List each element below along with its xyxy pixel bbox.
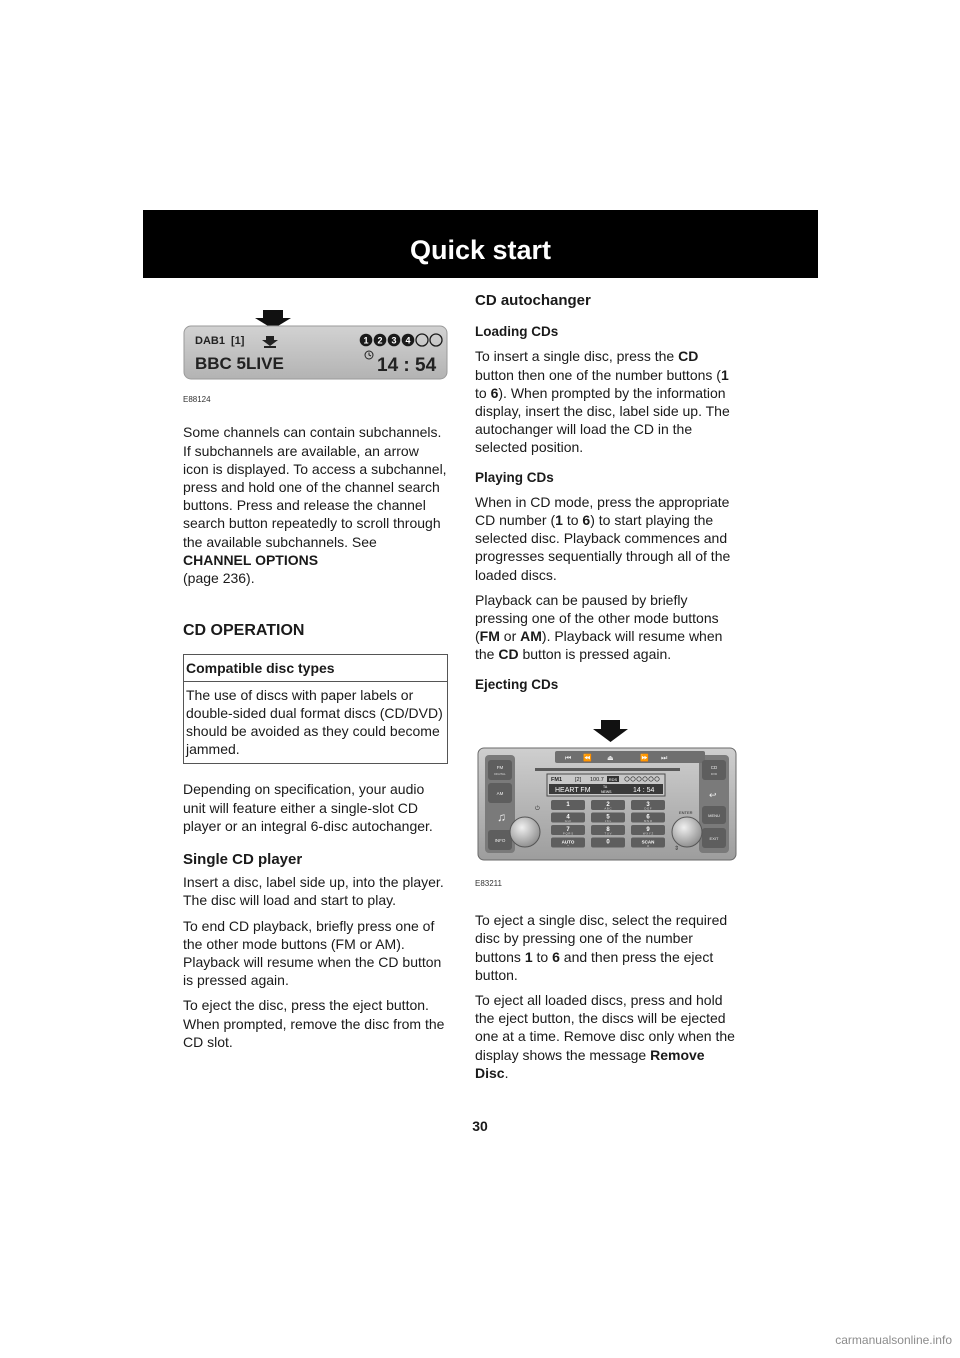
subchannel-paragraph xyxy=(183,423,448,587)
eject-arrow-pointer-icon xyxy=(593,720,628,742)
single-cd-paragraph-2: To end CD playback, briefly press one of the other mode buttons (FM or AM). Playback will resume when the CD button is pressed again. xyxy=(183,917,442,989)
disc-2-label: 2 xyxy=(377,335,383,346)
page-reference: (page 236). xyxy=(183,570,255,587)
playing-cds-paragraph-2: Playback can be paused by briefly pressing one of the other mode buttons (FM or AM). Playback will resume when the CD button is pressed again. xyxy=(475,591,723,663)
skip-forward-icon: ⏭ xyxy=(661,754,668,762)
audio-unit-paragraph: Depending on specification, your audio unit will feature either a single-slot CD player or an integral 6-disc autochanger. xyxy=(183,781,433,834)
keypad-label: 3 xyxy=(646,801,650,808)
page-title: Quick start xyxy=(409,235,552,265)
keypad-sublabel: G H I xyxy=(564,818,572,823)
keypad-label: 4 xyxy=(566,814,570,821)
keypad-label: 7 xyxy=(566,826,570,833)
keypad-label: 6 xyxy=(646,814,650,821)
page-number: 30 xyxy=(472,1118,488,1134)
keypad-label: 9 xyxy=(646,826,650,833)
keypad-sublabel: M N O xyxy=(643,818,653,823)
fm-button[interactable] xyxy=(488,760,512,780)
fm-preset-label: [2] xyxy=(575,776,582,783)
eject-all-paragraph: To eject all loaded discs, press and hold the eject button, the discs will be ejected one at a time. Remove disc only when the display shows the message Remove Disc. xyxy=(475,992,735,1081)
playing-cds-heading: Playing CDs xyxy=(475,469,554,485)
cd-button-sublabel: DVD xyxy=(710,771,718,776)
fm-button-sublabel: DIGITAL xyxy=(494,771,506,776)
audio-unit-illustration xyxy=(475,718,740,868)
cd-button-label: CD xyxy=(710,764,718,770)
keypad-label: AUTO xyxy=(561,839,575,845)
dab-station-name: BBC 5LIVE xyxy=(195,354,284,373)
keypad-label: SCAN xyxy=(641,839,655,845)
figure-code-2: E83211 xyxy=(475,879,502,889)
exit-button-label: EXIT xyxy=(709,835,719,841)
cd-button[interactable] xyxy=(702,760,726,780)
keypad-sublabel: * xyxy=(567,843,569,848)
dab-display-illustration xyxy=(183,298,448,384)
volume-knob[interactable] xyxy=(510,817,540,847)
menu-button-label: MENU xyxy=(708,812,720,818)
loading-cds-paragraph: To insert a single disc, press the CD button then one of the number buttons (1 to 6). When prompted by the information display, insert the disc, label side up. The autochanger will load the CD in the selected position. xyxy=(475,348,730,456)
dab-band-label: DAB1 xyxy=(195,335,225,347)
dab-clock-time: 14 : 54 xyxy=(377,355,437,376)
subchannel-text: Some channels can contain subchannels. If subchannels are available, an arrow icon is displayed. To access a subchannel, press and hold one of the channel search buttons. Press and release the channel search button repeatedly to scroll through the available subchannels. See xyxy=(183,424,447,550)
keypad-sublabel: J K L xyxy=(604,818,612,823)
keypad-sublabel: # xyxy=(647,843,649,848)
fm-band-label: FM1 xyxy=(551,776,562,783)
am-button-label: AM xyxy=(496,790,504,796)
info-button-label: INFO xyxy=(494,837,506,843)
loading-cds-heading: Loading CDs xyxy=(475,324,559,340)
keypad-sublabel: T U V xyxy=(604,831,612,836)
ejecting-cds-heading: Ejecting CDs xyxy=(475,676,559,692)
eject-icon: ⏏ xyxy=(607,754,614,762)
figure-code: E88124 xyxy=(183,395,211,405)
keypad-sublabel: D E F xyxy=(644,806,652,811)
keypad-sublabel: P Q R S xyxy=(562,831,574,836)
up-down-arrows-icon: ⇕ xyxy=(674,845,680,852)
watermark: carmanualsonline.info xyxy=(835,1333,952,1347)
keypad-label: 0 xyxy=(606,839,610,846)
disc-4-label: 4 xyxy=(405,335,411,346)
phone-icon[interactable]: ↩ xyxy=(709,789,717,800)
power-icon: ⏻ xyxy=(535,805,540,812)
keypad-sublabel: W X Y Z xyxy=(642,831,654,836)
note-body: The use of discs with paper labels or double-sided dual format discs (CD/DVD) should be avoided as they could become jammed. xyxy=(186,686,443,758)
channel-options-link[interactable]: CHANNEL OPTIONS xyxy=(183,551,319,568)
fm-button-label: FM xyxy=(496,764,504,770)
left-column xyxy=(183,298,448,1058)
note-heading: Compatible disc types xyxy=(184,655,447,681)
cd-slot xyxy=(535,768,680,771)
disc-3-label: 3 xyxy=(391,335,397,346)
keypad-sublabel: A B C xyxy=(604,806,612,811)
keypad-label: 5 xyxy=(606,814,610,821)
single-cd-heading: Single CD player xyxy=(183,851,303,869)
eject-single-paragraph: To eject a single disc, select the required disc by pressing one of the number buttons 1 to 6 and then press the eject button. xyxy=(475,912,728,983)
cd-autochanger-heading: CD autochanger xyxy=(475,292,591,309)
audio-unit-figure xyxy=(475,718,737,893)
keypad-label: 1 xyxy=(566,801,570,808)
news-indicator: NEWS xyxy=(601,789,612,794)
skip-back-icon: ⏮ xyxy=(565,754,572,762)
fm-station-name: HEART FM xyxy=(555,786,591,794)
single-cd-paragraph-1: Insert a disc, label side up, into the player. The disc will load and start to play. xyxy=(183,874,444,909)
keypad-label: 8 xyxy=(606,826,610,833)
fast-forward-icon: ⏩ xyxy=(640,754,649,762)
fm-frequency-label: 100.7 xyxy=(590,776,604,783)
playing-cds-paragraph-1: When in CD mode, press the appropriate CD number (1 to 6) to start playing the selected disc. Playback commences and progresses sequentially through all of the loaded discs. xyxy=(475,493,731,583)
cd-operation-heading: CD OPERATION xyxy=(183,622,305,640)
note-box xyxy=(183,654,448,764)
disc-1-label: 1 xyxy=(363,335,369,346)
right-column xyxy=(475,292,737,1089)
fm-clock-time: 14 : 54 xyxy=(633,786,655,794)
music-note-icon[interactable]: ♫ xyxy=(497,809,506,824)
remove-disc-message: Remove Disc xyxy=(475,1046,705,1081)
rds-indicator: RDS xyxy=(608,776,618,782)
dab-display-figure xyxy=(183,298,448,409)
tuning-knob[interactable] xyxy=(672,817,702,847)
dab-preset-label: [1] xyxy=(231,335,245,347)
ta-indicator: TA xyxy=(603,784,608,789)
keypad-label: 2 xyxy=(606,801,610,808)
rewind-icon: ⏪ xyxy=(583,754,592,762)
page-header xyxy=(143,210,818,278)
single-cd-paragraph-3: To eject the disc, press the eject button. When prompted, remove the disc from the CD slot. xyxy=(183,997,445,1050)
enter-label: ENTER xyxy=(679,809,693,815)
